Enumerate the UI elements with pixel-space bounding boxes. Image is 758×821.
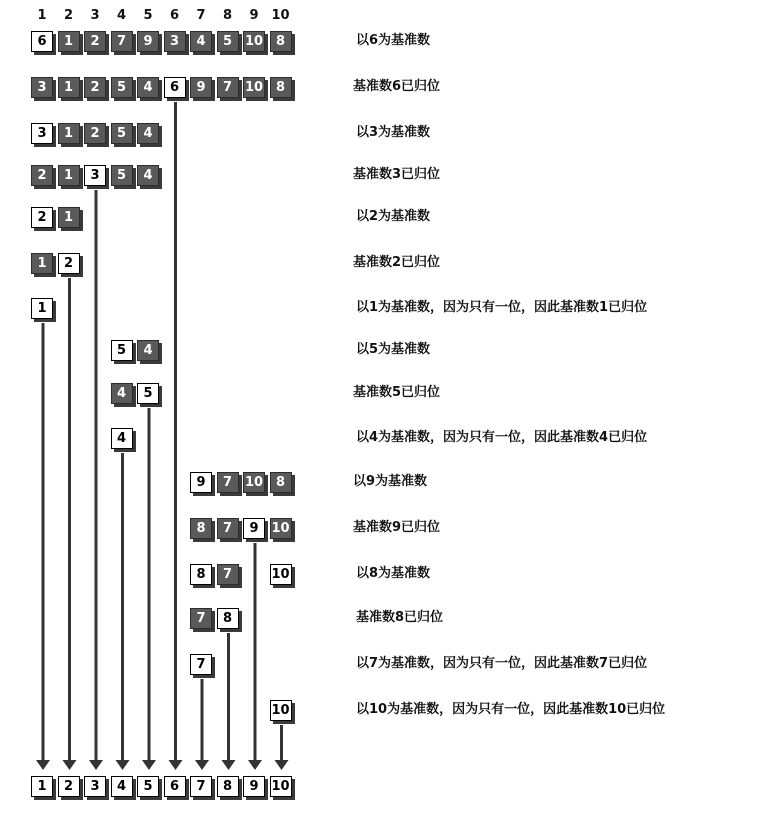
column-4-arrow (116, 453, 130, 770)
value-cell: 4 (137, 123, 159, 144)
column-index-3: 3 (90, 8, 100, 23)
column-index-9: 9 (249, 8, 259, 23)
value-cell: 2 (84, 31, 106, 52)
pivot-cell: 3 (84, 165, 106, 186)
column-index-5: 5 (143, 8, 153, 23)
sorted-cell: 8 (217, 776, 239, 797)
column-3-arrow (89, 190, 103, 770)
value-cell: 1 (58, 123, 80, 144)
step-note: 以8为基准数 (356, 566, 431, 581)
pivot-cell: 10 (270, 564, 292, 585)
step-note: 以4为基准数，因为只有一位，因此基准数4已归位 (356, 430, 648, 445)
column-10-arrow (275, 725, 289, 770)
value-cell: 8 (190, 518, 212, 539)
value-cell: 3 (164, 31, 186, 52)
value-cell: 9 (137, 31, 159, 52)
column-index-8: 8 (222, 8, 233, 23)
step-note: 以9为基准数 (353, 474, 428, 489)
value-cell: 4 (137, 340, 159, 361)
step-note: 基准数8已归位 (356, 610, 444, 625)
step-note: 以1为基准数，因为只有一位，因此基准数1已归位 (356, 300, 648, 315)
step-note: 以6为基准数 (356, 33, 431, 48)
pivot-cell: 8 (190, 564, 212, 585)
value-cell: 5 (111, 165, 133, 186)
value-cell: 1 (58, 207, 80, 228)
value-cell: 7 (111, 31, 133, 52)
step-note: 以3为基准数 (356, 125, 431, 140)
value-cell: 8 (270, 472, 292, 493)
pivot-cell: 8 (217, 608, 239, 629)
step-note: 以7为基准数，因为只有一位，因此基准数7已归位 (356, 656, 648, 671)
value-cell: 8 (270, 31, 292, 52)
value-cell: 4 (137, 77, 159, 98)
sorted-cell: 1 (31, 776, 53, 797)
pivot-cell: 5 (111, 340, 133, 361)
value-cell: 10 (243, 31, 265, 52)
pivot-cell: 7 (190, 654, 212, 675)
value-cell: 4 (190, 31, 212, 52)
column-index-2: 2 (63, 8, 74, 23)
pivot-cell: 6 (31, 31, 53, 52)
column-index-10: 10 (271, 8, 290, 23)
column-index-1: 1 (37, 8, 47, 23)
value-cell: 9 (190, 77, 212, 98)
sorted-cell: 7 (190, 776, 212, 797)
value-cell: 1 (58, 31, 80, 52)
pivot-cell: 2 (31, 207, 53, 228)
value-cell: 10 (243, 472, 265, 493)
value-cell: 7 (217, 77, 239, 98)
sorted-cell: 9 (243, 776, 265, 797)
pivot-cell: 9 (190, 472, 212, 493)
value-cell: 7 (217, 518, 239, 539)
pivot-cell: 1 (31, 298, 53, 319)
value-cell: 1 (31, 253, 53, 274)
value-cell: 7 (217, 472, 239, 493)
value-cell: 10 (270, 518, 292, 539)
value-cell: 3 (31, 77, 53, 98)
sorted-cell: 3 (84, 776, 106, 797)
column-index-4: 4 (116, 8, 127, 23)
column-8-arrow (222, 633, 236, 770)
step-note: 基准数6已归位 (353, 79, 441, 94)
step-note: 以2为基准数 (356, 209, 431, 224)
value-cell: 1 (58, 165, 80, 186)
step-note: 基准数9已归位 (353, 520, 441, 535)
value-cell: 5 (111, 123, 133, 144)
column-1-arrow (36, 323, 50, 770)
column-2-arrow (63, 278, 77, 770)
value-cell: 4 (137, 165, 159, 186)
column-5-arrow (142, 408, 156, 770)
sorted-cell: 10 (270, 776, 292, 797)
step-note: 基准数5已归位 (353, 385, 441, 400)
value-cell: 2 (31, 165, 53, 186)
value-cell: 2 (84, 77, 106, 98)
value-cell: 8 (270, 77, 292, 98)
pivot-cell: 10 (270, 700, 292, 721)
column-9-arrow (248, 543, 262, 770)
step-note: 基准数2已归位 (353, 255, 441, 270)
pivot-cell: 5 (137, 383, 159, 404)
sorted-cell: 5 (137, 776, 159, 797)
pivot-cell: 3 (31, 123, 53, 144)
value-cell: 5 (217, 31, 239, 52)
value-cell: 7 (217, 564, 239, 585)
value-cell: 1 (58, 77, 80, 98)
pivot-cell: 6 (164, 77, 186, 98)
step-note: 以5为基准数 (356, 342, 431, 357)
value-cell: 4 (111, 383, 133, 404)
pivot-cell: 2 (58, 253, 80, 274)
step-note: 以10为基准数，因为只有一位，因此基准数10已归位 (356, 702, 666, 717)
sorted-cell: 6 (164, 776, 186, 797)
column-7-arrow (195, 679, 209, 770)
value-cell: 7 (190, 608, 212, 629)
column-index-7: 7 (196, 8, 206, 23)
value-cell: 10 (243, 77, 265, 98)
column-6-arrow (169, 102, 183, 770)
pivot-cell: 4 (111, 428, 133, 449)
sorted-cell: 4 (111, 776, 133, 797)
step-note: 基准数3已归位 (353, 167, 441, 182)
pivot-cell: 9 (243, 518, 265, 539)
column-index-6: 6 (169, 8, 180, 23)
sorted-cell: 2 (58, 776, 80, 797)
value-cell: 2 (84, 123, 106, 144)
value-cell: 5 (111, 77, 133, 98)
